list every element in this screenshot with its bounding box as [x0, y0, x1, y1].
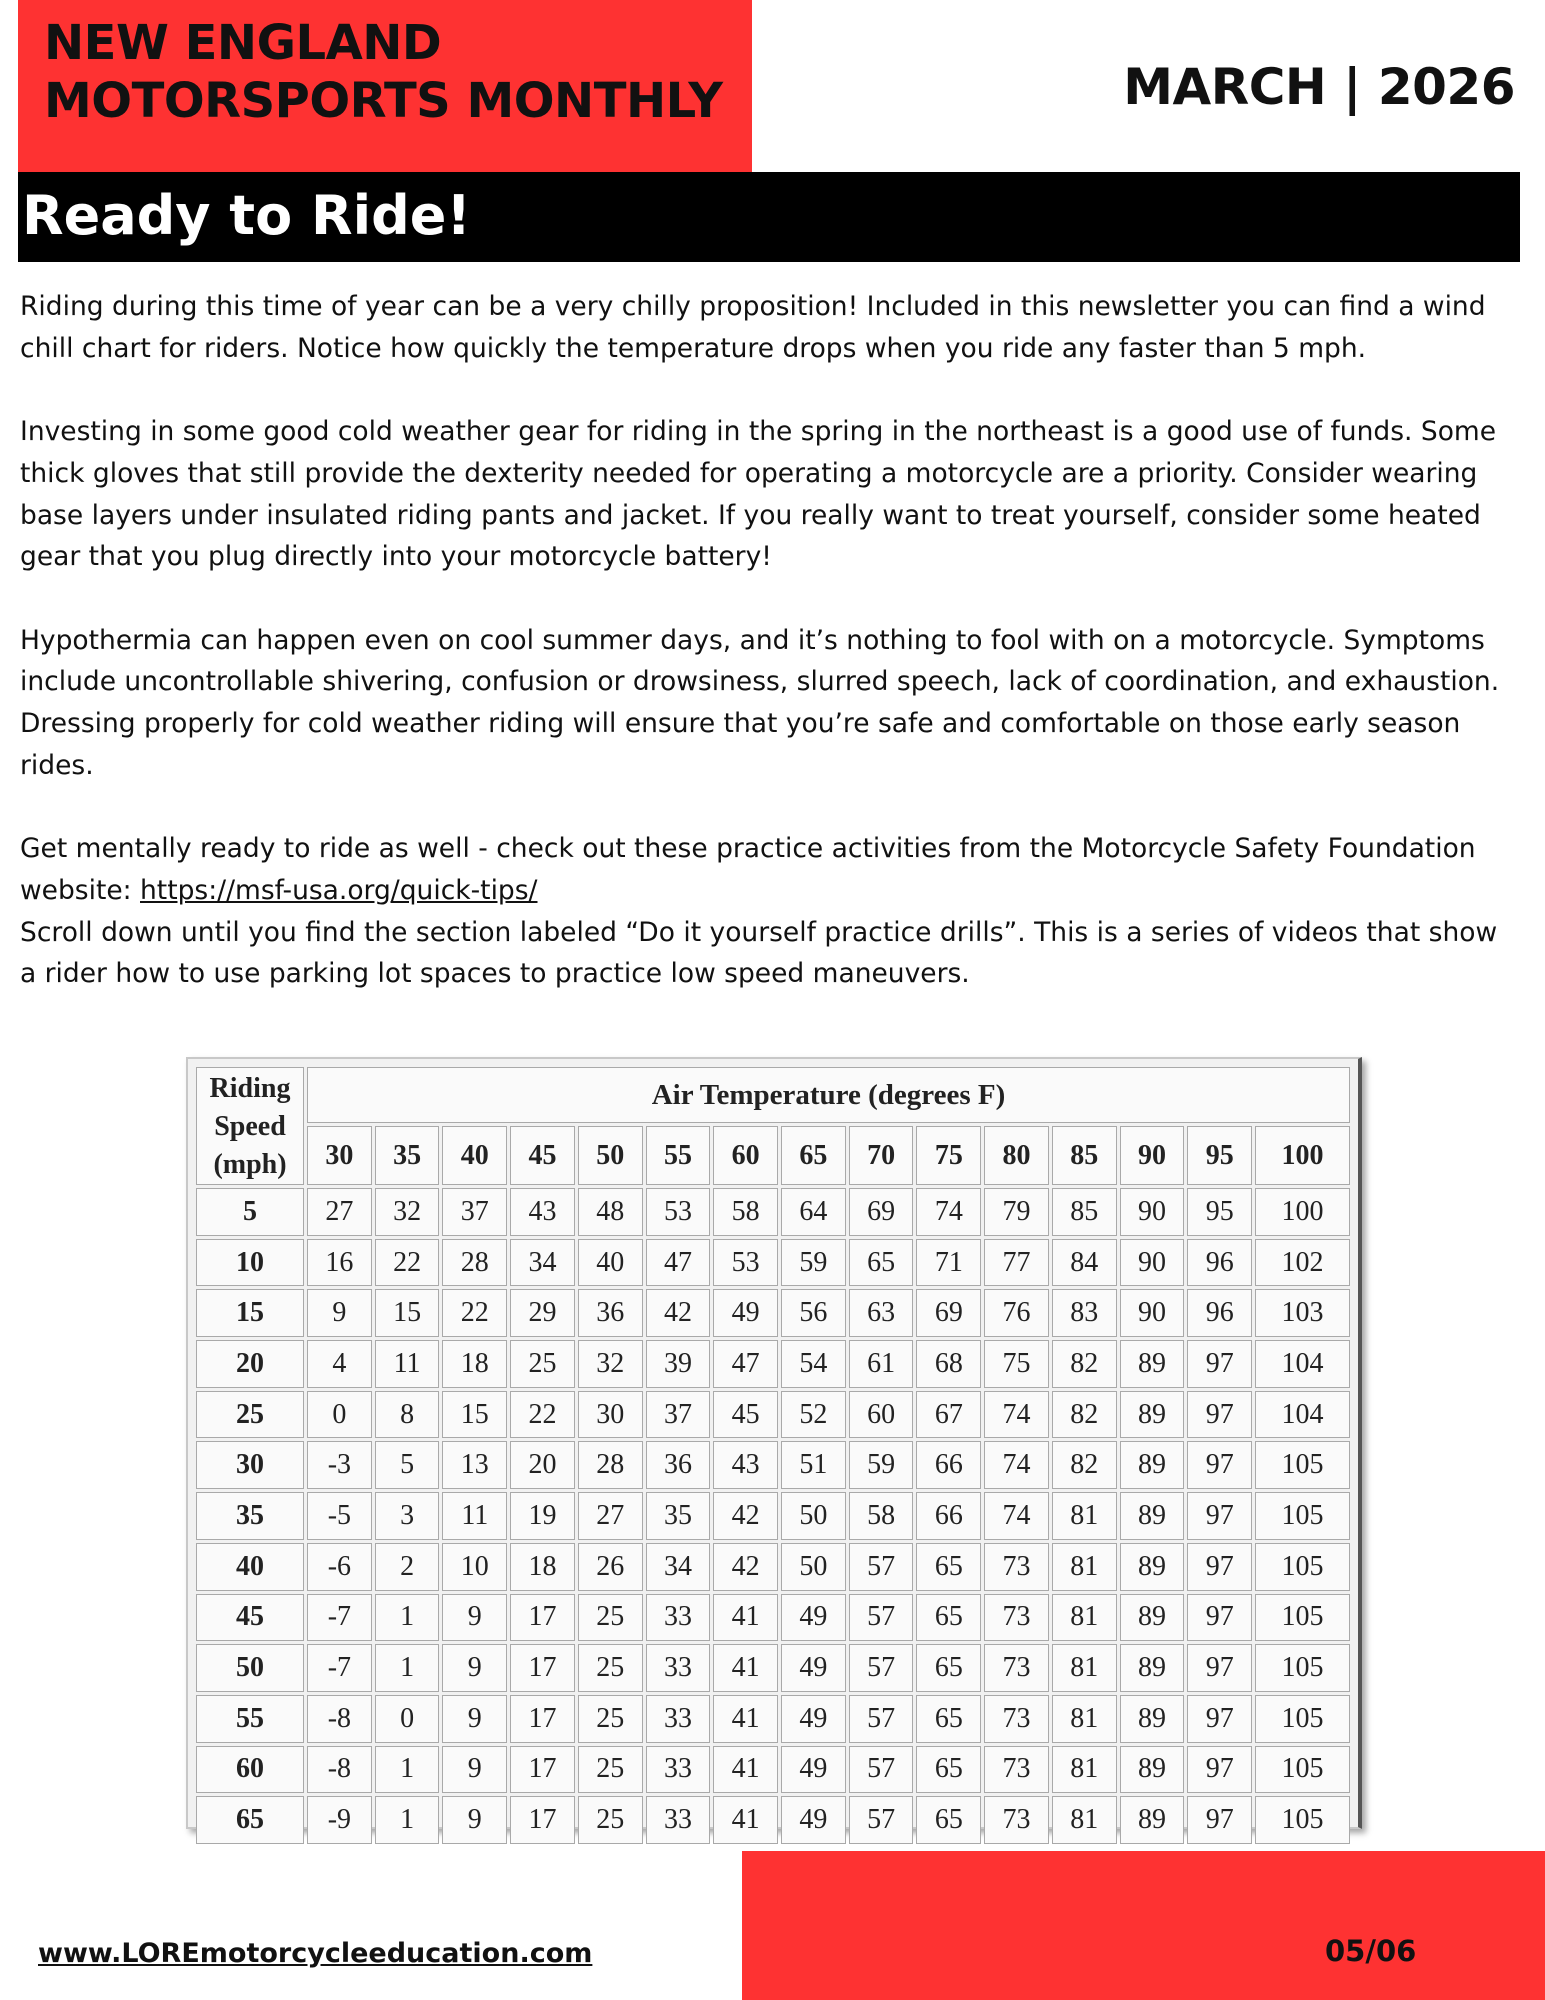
wind-chill-value-cell: 32: [375, 1188, 440, 1236]
wind-chill-value-cell: 105: [1255, 1492, 1350, 1540]
wind-chill-value-cell: 59: [781, 1239, 846, 1287]
paragraph-gear: Investing in some good cold weather gear for riding in the spring in the northeast is a good use of funds. Some thick gloves that still provide the dexterity needed for operating a motorcycle are a priority. Consider wearing base layers under insulated riding pants and jacket. If you really want to treat yourself, consider some heated gear that you plug directly into your motorcycle battery!: [20, 416, 1497, 573]
wind-chill-value-cell: 18: [442, 1340, 507, 1388]
wind-chill-value-cell: 89: [1120, 1796, 1185, 1844]
wind-chill-value-cell: 79: [984, 1188, 1049, 1236]
wind-chill-value-cell: 53: [713, 1239, 778, 1287]
temperature-column-header: 100: [1255, 1126, 1350, 1185]
wind-chill-value-cell: 36: [578, 1289, 643, 1337]
temperature-column-header: 80: [984, 1126, 1049, 1185]
wind-chill-value-cell: 97: [1187, 1695, 1252, 1743]
wind-chill-value-cell: 90: [1120, 1188, 1185, 1236]
wind-chill-value-cell: 59: [849, 1441, 914, 1489]
riding-speed-cell: 5: [196, 1188, 304, 1236]
wind-chill-value-cell: 105: [1255, 1695, 1350, 1743]
wind-chill-value-cell: 69: [849, 1188, 914, 1236]
riding-speed-cell: 25: [196, 1391, 304, 1439]
msf-quick-tips-link[interactable]: https://msf-usa.org/quick-tips/: [140, 874, 538, 906]
riding-speed-cell: 30: [196, 1441, 304, 1489]
wind-chill-value-cell: 29: [510, 1289, 575, 1337]
wind-chill-value-cell: 17: [510, 1594, 575, 1642]
paragraph-hypothermia: Hypothermia can happen even on cool summer days, and it’s nothing to fool with on a motorcycle. Symptoms include uncontrollable shivering, confusion or drowsiness, slurred speech, lack of coordination, and exhaustion. Dressing properly for cold weather riding will ensure that you’re safe and comfortable on those early season rides.: [20, 624, 1500, 781]
wind-chill-value-cell: 33: [646, 1746, 711, 1794]
wind-chill-value-cell: 97: [1187, 1644, 1252, 1692]
wind-chill-value-cell: 58: [849, 1492, 914, 1540]
wind-chill-value-cell: 2: [375, 1543, 440, 1591]
wind-chill-value-cell: 41: [713, 1594, 778, 1642]
wind-chill-value-cell: -8: [307, 1695, 372, 1743]
temperature-column-header: 35: [375, 1126, 440, 1185]
wind-chill-value-cell: 40: [578, 1239, 643, 1287]
wind-chill-value-cell: -7: [307, 1594, 372, 1642]
wind-chill-value-cell: 10: [442, 1543, 507, 1591]
wind-chill-value-cell: 57: [849, 1594, 914, 1642]
wind-chill-value-cell: 52: [781, 1391, 846, 1439]
wind-chill-value-cell: 104: [1255, 1340, 1350, 1388]
wind-chill-value-cell: 9: [442, 1746, 507, 1794]
newsletter-title-line-1: NEW ENGLAND: [44, 15, 442, 71]
wind-chill-value-cell: 0: [375, 1695, 440, 1743]
wind-chill-value-cell: 97: [1187, 1543, 1252, 1591]
riding-speed-cell: 35: [196, 1492, 304, 1540]
table-row: [196, 1594, 1350, 1642]
wind-chill-value-cell: 17: [510, 1695, 575, 1743]
wind-chill-value-cell: 75: [984, 1340, 1049, 1388]
wind-chill-value-cell: -7: [307, 1644, 372, 1692]
wind-chill-value-cell: 54: [781, 1340, 846, 1388]
table-row: [196, 1340, 1350, 1388]
temperature-column-header: 45: [510, 1126, 575, 1185]
riding-speed-cell: 50: [196, 1644, 304, 1692]
wind-chill-value-cell: 41: [713, 1695, 778, 1743]
wind-chill-value-cell: 97: [1187, 1594, 1252, 1642]
temperature-column-header: 40: [442, 1126, 507, 1185]
wind-chill-value-cell: 32: [578, 1340, 643, 1388]
wind-chill-value-cell: 102: [1255, 1239, 1350, 1287]
table-row: [196, 1188, 1350, 1236]
temperature-column-header: 75: [916, 1126, 981, 1185]
wind-chill-value-cell: -5: [307, 1492, 372, 1540]
wind-chill-value-cell: 25: [578, 1796, 643, 1844]
wind-chill-value-cell: 65: [916, 1594, 981, 1642]
wind-chill-value-cell: 74: [984, 1492, 1049, 1540]
wind-chill-value-cell: 63: [849, 1289, 914, 1337]
wind-chill-value-cell: 33: [646, 1594, 711, 1642]
wind-chill-value-cell: 89: [1120, 1441, 1185, 1489]
practice-text: Get mentally ready to ride as well - check out these practice activities from the Motorcycle Safety Foundation website:: [20, 833, 1476, 906]
wind-chill-value-cell: 9: [442, 1695, 507, 1743]
wind-chill-value-cell: 27: [578, 1492, 643, 1540]
wind-chill-value-cell: 58: [713, 1188, 778, 1236]
wind-chill-value-cell: 81: [1052, 1796, 1117, 1844]
table-row: [196, 1289, 1350, 1337]
wind-chill-value-cell: 73: [984, 1746, 1049, 1794]
wind-chill-value-cell: 105: [1255, 1441, 1350, 1489]
wind-chill-value-cell: 18: [510, 1543, 575, 1591]
wind-chill-value-cell: 19: [510, 1492, 575, 1540]
wind-chill-value-cell: 74: [916, 1188, 981, 1236]
wind-chill-value-cell: 89: [1120, 1594, 1185, 1642]
wind-chill-value-cell: 41: [713, 1796, 778, 1844]
riding-speed-cell: 10: [196, 1239, 304, 1287]
table-row: [196, 1492, 1350, 1540]
article-body: [20, 286, 1515, 995]
wind-chill-value-cell: 25: [578, 1644, 643, 1692]
wind-chill-value-cell: 33: [646, 1644, 711, 1692]
wind-chill-value-cell: 65: [916, 1644, 981, 1692]
wind-chill-value-cell: 61: [849, 1340, 914, 1388]
wind-chill-value-cell: 42: [646, 1289, 711, 1337]
temperature-column-header: 60: [713, 1126, 778, 1185]
wind-chill-value-cell: 97: [1187, 1391, 1252, 1439]
wind-chill-value-cell: 15: [375, 1289, 440, 1337]
wind-chill-value-cell: 16: [307, 1239, 372, 1287]
issue-date: MARCH | 2026: [1123, 58, 1515, 116]
temperature-column-header: 70: [849, 1126, 914, 1185]
wind-chill-value-cell: 28: [442, 1239, 507, 1287]
wind-chill-value-cell: 60: [849, 1391, 914, 1439]
riding-speed-cell: 55: [196, 1695, 304, 1743]
wind-chill-value-cell: 5: [375, 1441, 440, 1489]
wind-chill-value-cell: 65: [916, 1796, 981, 1844]
wind-chill-value-cell: 65: [916, 1695, 981, 1743]
wind-chill-value-cell: 35: [646, 1492, 711, 1540]
wind-chill-value-cell: 97: [1187, 1746, 1252, 1794]
speed-header-line: Riding: [209, 1073, 291, 1104]
wind-chill-value-cell: 90: [1120, 1239, 1185, 1287]
wind-chill-value-cell: 105: [1255, 1594, 1350, 1642]
wind-chill-value-cell: 82: [1052, 1391, 1117, 1439]
wind-chill-value-cell: 43: [713, 1441, 778, 1489]
riding-speed-cell: 15: [196, 1289, 304, 1337]
wind-chill-value-cell: 89: [1120, 1543, 1185, 1591]
wind-chill-value-cell: 105: [1255, 1543, 1350, 1591]
wind-chill-value-cell: 73: [984, 1796, 1049, 1844]
wind-chill-value-cell: -3: [307, 1441, 372, 1489]
wind-chill-value-cell: 89: [1120, 1391, 1185, 1439]
wind-chill-value-cell: 13: [442, 1441, 507, 1489]
wind-chill-value-cell: 49: [781, 1644, 846, 1692]
wind-chill-value-cell: 73: [984, 1695, 1049, 1743]
wind-chill-value-cell: 82: [1052, 1441, 1117, 1489]
wind-chill-value-cell: 97: [1187, 1796, 1252, 1844]
wind-chill-value-cell: 67: [916, 1391, 981, 1439]
wind-chill-value-cell: 96: [1187, 1289, 1252, 1337]
speed-header-line: (mph): [213, 1149, 287, 1180]
wind-chill-value-cell: 22: [375, 1239, 440, 1287]
wind-chill-value-cell: 65: [916, 1543, 981, 1591]
wind-chill-value-cell: 68: [916, 1340, 981, 1388]
wind-chill-value-cell: 97: [1187, 1441, 1252, 1489]
wind-chill-value-cell: 9: [442, 1644, 507, 1692]
wind-chill-value-cell: 41: [713, 1644, 778, 1692]
wind-chill-value-cell: 25: [578, 1594, 643, 1642]
temperature-column-header: 85: [1052, 1126, 1117, 1185]
table-row: [196, 1695, 1350, 1743]
wind-chill-value-cell: 48: [578, 1188, 643, 1236]
wind-chill-value-cell: 49: [781, 1594, 846, 1642]
wind-chill-value-cell: 25: [578, 1695, 643, 1743]
wind-chill-value-cell: 34: [646, 1543, 711, 1591]
wind-chill-value-cell: 51: [781, 1441, 846, 1489]
wind-chill-value-cell: 33: [646, 1796, 711, 1844]
wind-chill-value-cell: 71: [916, 1239, 981, 1287]
wind-chill-value-cell: 15: [442, 1391, 507, 1439]
wind-chill-value-cell: 37: [442, 1188, 507, 1236]
wind-chill-value-cell: 25: [578, 1746, 643, 1794]
wind-chill-value-cell: 73: [984, 1644, 1049, 1692]
temperature-column-header: 30: [307, 1126, 372, 1185]
riding-speed-cell: 20: [196, 1340, 304, 1388]
wind-chill-value-cell: 89: [1120, 1644, 1185, 1692]
wind-chill-value-cell: 89: [1120, 1695, 1185, 1743]
riding-speed-cell: 65: [196, 1796, 304, 1844]
wind-chill-rows: [196, 1188, 1350, 1844]
wind-chill-value-cell: 50: [781, 1492, 846, 1540]
wind-chill-value-cell: 28: [578, 1441, 643, 1489]
wind-chill-value-cell: 56: [781, 1289, 846, 1337]
wind-chill-value-cell: 50: [781, 1543, 846, 1591]
wind-chill-value-cell: 95: [1187, 1188, 1252, 1236]
wind-chill-value-cell: 66: [916, 1492, 981, 1540]
wind-chill-value-cell: 9: [307, 1289, 372, 1337]
wind-chill-value-cell: 49: [781, 1695, 846, 1743]
wind-chill-value-cell: 82: [1052, 1340, 1117, 1388]
wind-chill-value-cell: 97: [1187, 1492, 1252, 1540]
wind-chill-value-cell: 77: [984, 1239, 1049, 1287]
air-temperature-header: Air Temperature (degrees F): [307, 1067, 1350, 1123]
wind-chill-value-cell: 1: [375, 1644, 440, 1692]
wind-chill-value-cell: 26: [578, 1543, 643, 1591]
wind-chill-value-cell: 9: [442, 1796, 507, 1844]
wind-chill-value-cell: 105: [1255, 1746, 1350, 1794]
wind-chill-value-cell: 65: [916, 1746, 981, 1794]
wind-chill-value-cell: 20: [510, 1441, 575, 1489]
footer-accent-block: [742, 1851, 1545, 2000]
wind-chill-value-cell: 73: [984, 1594, 1049, 1642]
wind-chill-value-cell: 105: [1255, 1796, 1350, 1844]
wind-chill-value-cell: 57: [849, 1796, 914, 1844]
table-row: [196, 1391, 1350, 1439]
wind-chill-value-cell: 89: [1120, 1746, 1185, 1794]
wind-chill-value-cell: 81: [1052, 1594, 1117, 1642]
wind-chill-value-cell: 69: [916, 1289, 981, 1337]
wind-chill-value-cell: 49: [781, 1746, 846, 1794]
wind-chill-value-cell: 22: [510, 1391, 575, 1439]
table-row: [196, 1441, 1350, 1489]
temperature-column-headers: [196, 1126, 1350, 1185]
wind-chill-value-cell: 47: [713, 1340, 778, 1388]
table-row: [196, 1796, 1350, 1844]
wind-chill-value-cell: 57: [849, 1543, 914, 1591]
temperature-column-header: 50: [578, 1126, 643, 1185]
wind-chill-value-cell: 27: [307, 1188, 372, 1236]
wind-chill-value-cell: 73: [984, 1543, 1049, 1591]
wind-chill-value-cell: 81: [1052, 1492, 1117, 1540]
wind-chill-value-cell: 66: [916, 1441, 981, 1489]
wind-chill-value-cell: 1: [375, 1746, 440, 1794]
wind-chill-value-cell: 85: [1052, 1188, 1117, 1236]
wind-chill-value-cell: -9: [307, 1796, 372, 1844]
page-number: 05/06: [1325, 1934, 1417, 1968]
wind-chill-value-cell: 105: [1255, 1644, 1350, 1692]
wind-chill-value-cell: -8: [307, 1746, 372, 1794]
wind-chill-value-cell: 90: [1120, 1289, 1185, 1337]
temperature-column-header: 90: [1120, 1126, 1185, 1185]
table-row: [196, 1746, 1350, 1794]
wind-chill-value-cell: 22: [442, 1289, 507, 1337]
paragraph-practice: [20, 828, 1515, 911]
wind-chill-value-cell: 49: [781, 1796, 846, 1844]
wind-chill-value-cell: 89: [1120, 1340, 1185, 1388]
wind-chill-value-cell: 81: [1052, 1746, 1117, 1794]
wind-chill-value-cell: 25: [510, 1340, 575, 1388]
wind-chill-value-cell: 104: [1255, 1391, 1350, 1439]
wind-chill-value-cell: 57: [849, 1644, 914, 1692]
wind-chill-value-cell: 11: [442, 1492, 507, 1540]
table-row: [196, 1543, 1350, 1591]
wind-chill-value-cell: 1: [375, 1594, 440, 1642]
wind-chill-value-cell: 30: [578, 1391, 643, 1439]
wind-chill-value-cell: 42: [713, 1492, 778, 1540]
paragraph-wind-chill: Riding during this time of year can be a very chilly proposition! Included in this newsletter you can find a wind chill chart for riders. Notice how quickly the temperature drops when you ride any faster than 5 mph.: [20, 291, 1486, 364]
wind-chill-value-cell: 97: [1187, 1340, 1252, 1388]
temperature-column-header: 65: [781, 1126, 846, 1185]
wind-chill-value-cell: 34: [510, 1239, 575, 1287]
wind-chill-value-cell: 47: [646, 1239, 711, 1287]
wind-chill-value-cell: 41: [713, 1746, 778, 1794]
wind-chill-table: [193, 1064, 1353, 1847]
riding-speed-cell: 40: [196, 1543, 304, 1591]
wind-chill-value-cell: 43: [510, 1188, 575, 1236]
wind-chill-value-cell: 53: [646, 1188, 711, 1236]
wind-chill-value-cell: 81: [1052, 1695, 1117, 1743]
temperature-column-header: 55: [646, 1126, 711, 1185]
wind-chill-value-cell: 81: [1052, 1543, 1117, 1591]
table-row: [196, 1239, 1350, 1287]
wind-chill-value-cell: 49: [713, 1289, 778, 1337]
wind-chill-value-cell: 74: [984, 1391, 1049, 1439]
wind-chill-value-cell: 45: [713, 1391, 778, 1439]
wind-chill-chart: [186, 1057, 1362, 1836]
wind-chill-value-cell: 100: [1255, 1188, 1350, 1236]
wind-chill-value-cell: 57: [849, 1746, 914, 1794]
wind-chill-value-cell: 42: [713, 1543, 778, 1591]
wind-chill-value-cell: 4: [307, 1340, 372, 1388]
wind-chill-value-cell: 64: [781, 1188, 846, 1236]
newsletter-title-line-2: MOTORSPORTS MONTHLY: [44, 73, 723, 129]
wind-chill-value-cell: 39: [646, 1340, 711, 1388]
wind-chill-value-cell: 37: [646, 1391, 711, 1439]
wind-chill-value-cell: 83: [1052, 1289, 1117, 1337]
riding-speed-header: [196, 1067, 304, 1185]
wind-chill-value-cell: -6: [307, 1543, 372, 1591]
wind-chill-value-cell: 17: [510, 1644, 575, 1692]
wind-chill-value-cell: 8: [375, 1391, 440, 1439]
headline-bar: [18, 172, 1520, 262]
wind-chill-value-cell: 9: [442, 1594, 507, 1642]
wind-chill-value-cell: 76: [984, 1289, 1049, 1337]
temperature-column-header: 95: [1187, 1126, 1252, 1185]
wind-chill-value-cell: 103: [1255, 1289, 1350, 1337]
article-headline: Ready to Ride!: [22, 184, 472, 247]
masthead: [18, 0, 752, 172]
riding-speed-cell: 60: [196, 1746, 304, 1794]
wind-chill-value-cell: 3: [375, 1492, 440, 1540]
wind-chill-value-cell: 74: [984, 1441, 1049, 1489]
wind-chill-value-cell: 36: [646, 1441, 711, 1489]
wind-chill-value-cell: 96: [1187, 1239, 1252, 1287]
riding-speed-cell: 45: [196, 1594, 304, 1642]
wind-chill-value-cell: 84: [1052, 1239, 1117, 1287]
wind-chill-value-cell: 81: [1052, 1644, 1117, 1692]
wind-chill-value-cell: 33: [646, 1695, 711, 1743]
footer-website-link[interactable]: www.LOREmotorcycleeducation.com: [38, 1938, 593, 1969]
paragraph-drills: Scroll down until you find the section labeled “Do it yourself practice drills”. This is a series of videos that show a rider how to use parking lot spaces to practice low speed maneuvers.: [20, 916, 1498, 990]
wind-chill-value-cell: 17: [510, 1746, 575, 1794]
wind-chill-value-cell: 0: [307, 1391, 372, 1439]
wind-chill-value-cell: 11: [375, 1340, 440, 1388]
table-row: [196, 1644, 1350, 1692]
wind-chill-value-cell: 89: [1120, 1492, 1185, 1540]
wind-chill-value-cell: 57: [849, 1695, 914, 1743]
wind-chill-value-cell: 65: [849, 1239, 914, 1287]
wind-chill-value-cell: 17: [510, 1796, 575, 1844]
speed-header-line: Speed: [214, 1111, 286, 1142]
wind-chill-value-cell: 1: [375, 1796, 440, 1844]
